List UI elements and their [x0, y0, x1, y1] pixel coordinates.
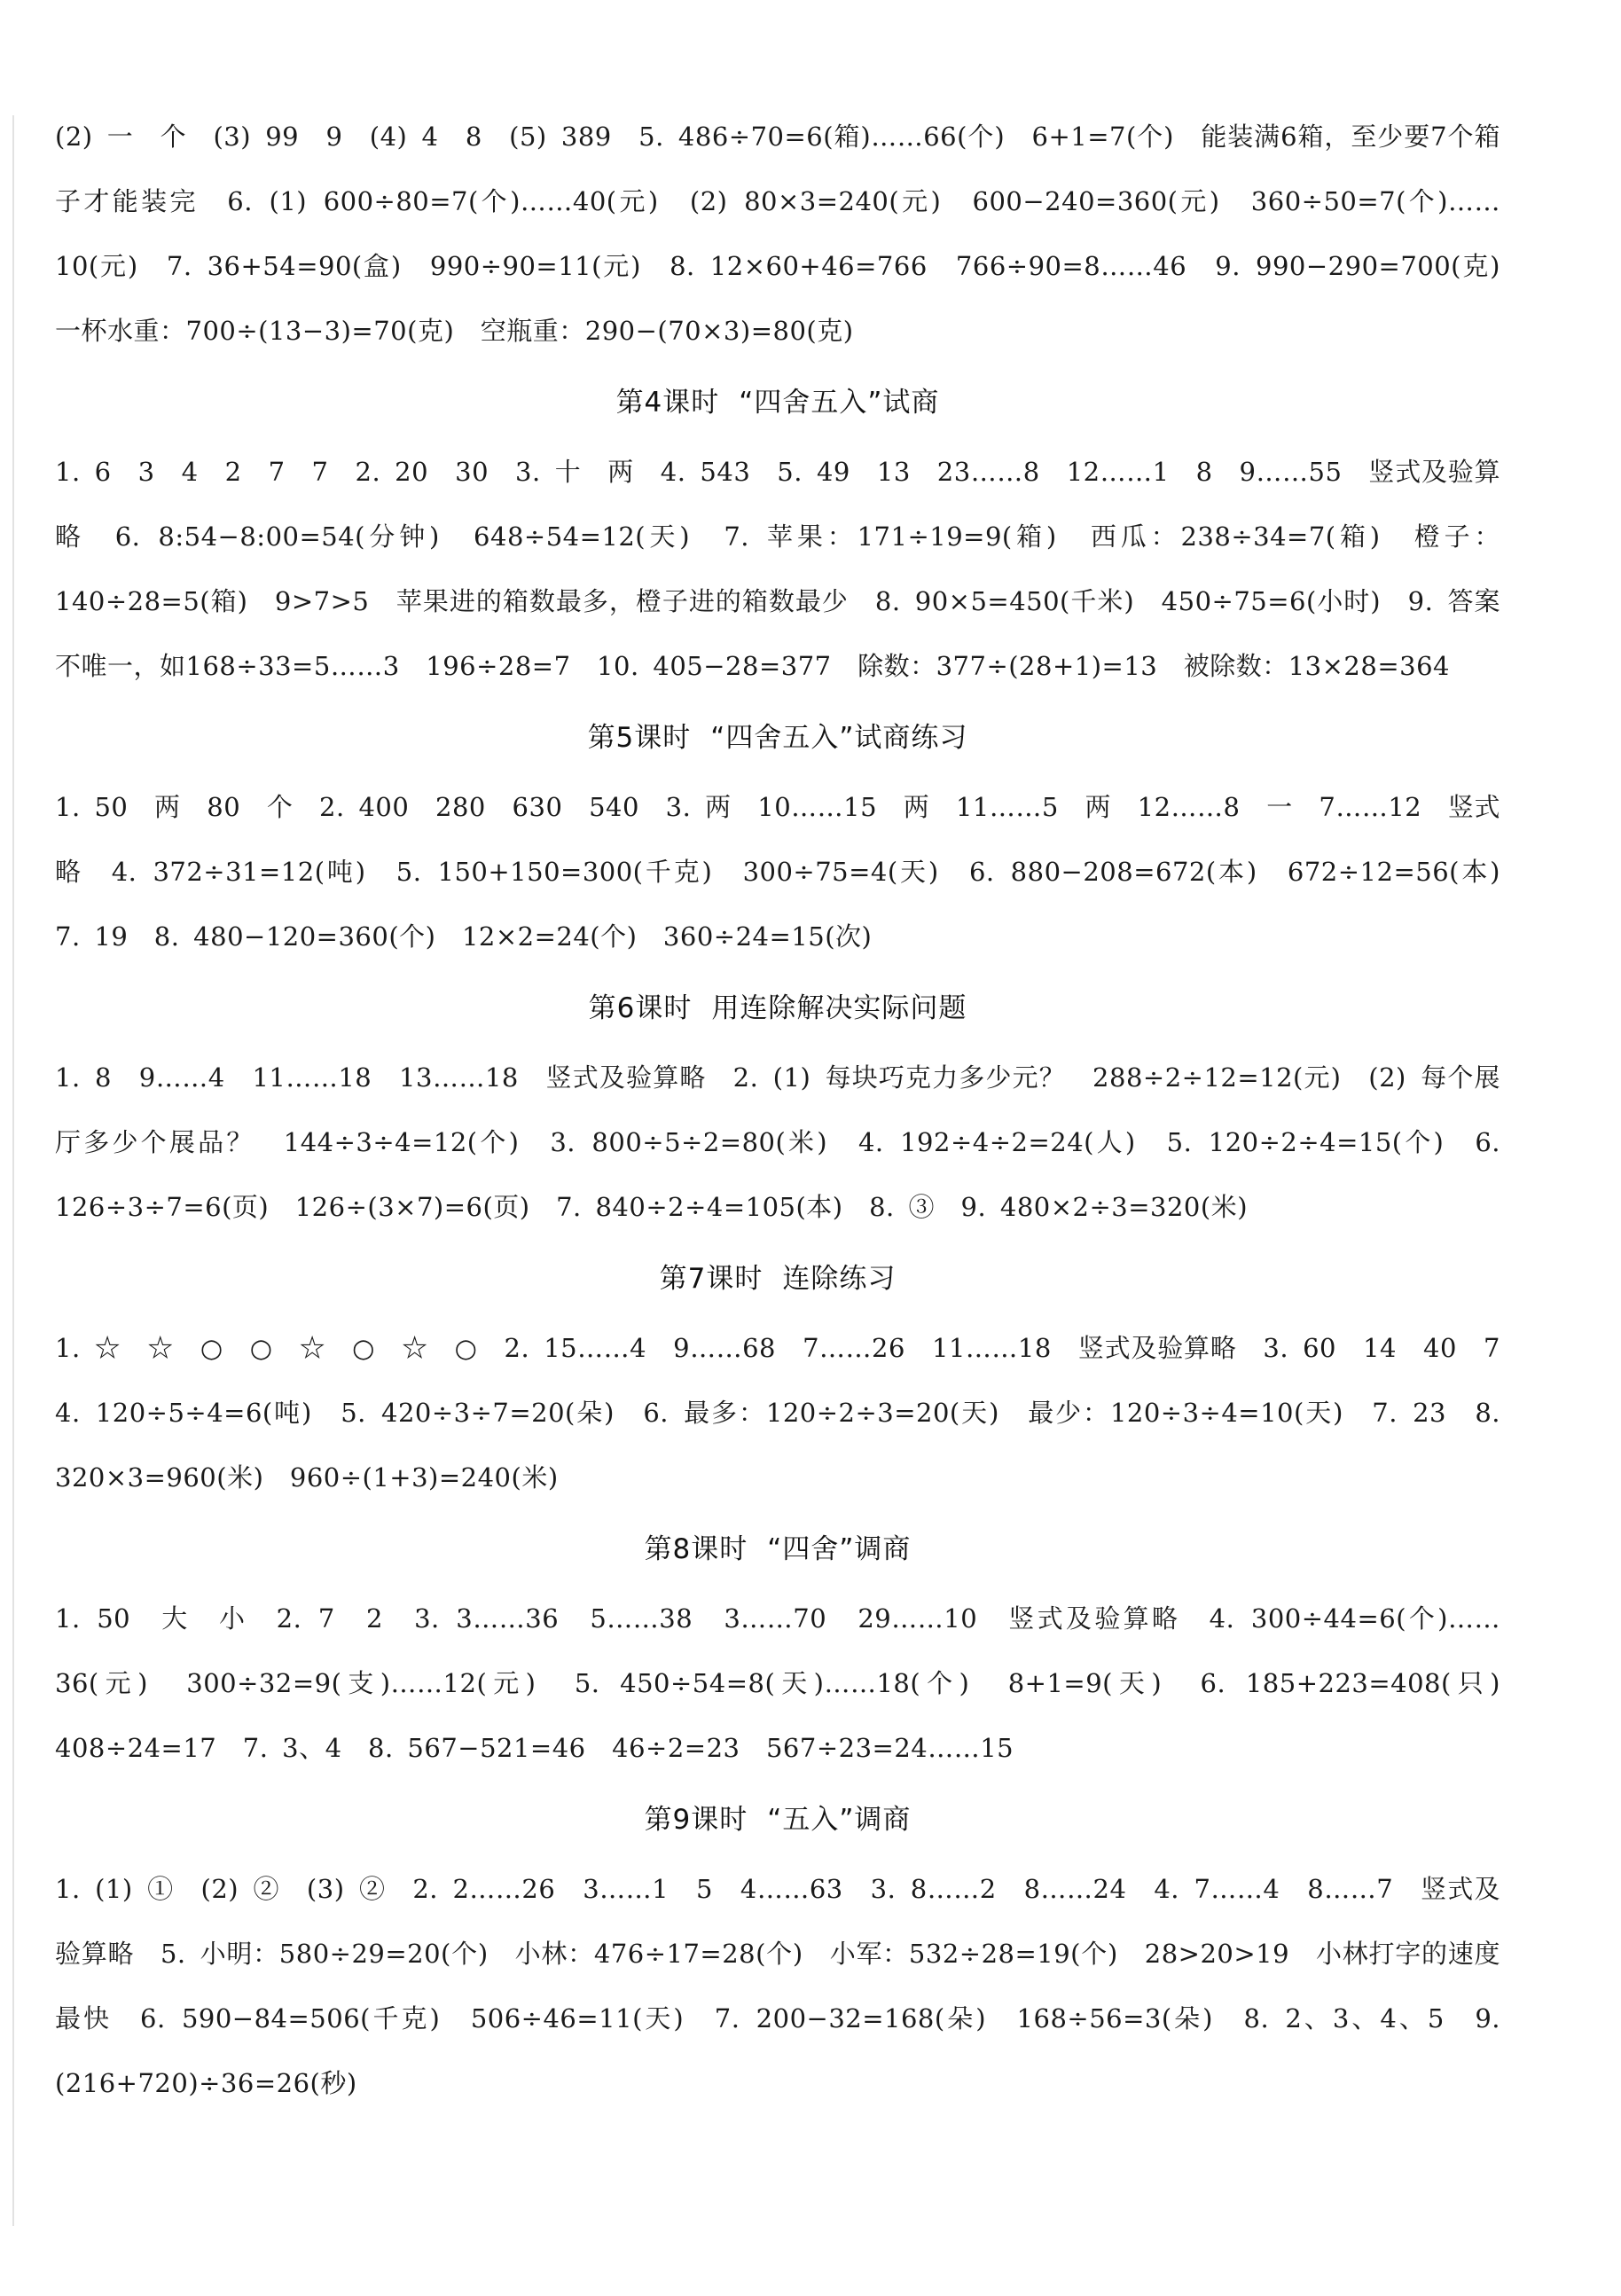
answer-paragraph-lesson-4: 1. 6 3 4 2 7 7 2. 20 30 3. 十 两 4. 543 5. 49 13 23……8 12……1 8 9……55 竖式及验算略 6. 8:54−8:00=54(分钟) 648÷54=12(天) 7. 苹果：171÷19=9(箱) 西瓜：238÷34=7(箱) 橙子：140÷28=5(箱) 9>7>5 苹果进的箱数最多，橙子进的箱数最少 8. 90×5=450(千米) 450÷75=6(小时) 9. 答案不唯一，如168÷33=5……3 196÷28=7 10. 405−28=377 除数：377÷(28+1)=13 被除数：13×28=364	[55, 457, 1500, 681]
answer-page	[55, 105, 1527, 2116]
lesson-8-number: 第8课时	[644, 1533, 748, 1565]
page-edge-mark	[12, 115, 14, 2226]
lesson-7-heading	[55, 1261, 1500, 1297]
lesson-5-heading	[55, 720, 1500, 756]
lesson-9-number: 第9课时	[644, 1804, 748, 1836]
answer-paragraph-lesson-7: 1. ☆ ☆ ○ ○ ☆ ○ ☆ ○ 2. 15……4 9……68 7……26 11……18 竖式及验算略 3. 60 14 40 7 4. 120÷5÷4=6(吨) 5. 420÷3÷7=20(朵) 6. 最多：120÷2÷3=20(天) 最少：120÷3÷4=10(天) 7. 23 8. 320×3=960(米) 960÷(1+3)=240(米)	[55, 1333, 1527, 1493]
answer-paragraph-lesson-9: 1. (1) ① (2) ② (3) ② 2. 2……26 3……1 5 4……63 3. 8……2 8……24 4. 7……4 8……7 竖式及验算略 5. 小明：580÷29=20(个) 小林：476÷17=28(个) 小军：532÷28=19(个) 28>20>19 小林打字的速度最快 6. 590−84=506(千克) 506÷46=11(天) 7. 200−32=168(朵) 168÷56=3(朵) 8. 2、3、4、5 9. (216+720)÷36=26(秒)	[55, 1874, 1500, 2098]
lesson-4-title: “四舍五入”试商	[739, 387, 940, 419]
lesson-9-heading	[55, 1802, 1500, 1838]
lesson-4-number: 第4课时	[615, 387, 720, 419]
lesson-6-title: 用连除解决实际问题	[711, 992, 967, 1024]
lesson-5-number: 第5课时	[587, 722, 692, 754]
lesson-8-heading	[55, 1532, 1500, 1567]
answer-paragraph-lesson-6: 1. 8 9……4 11……18 13……18 竖式及验算略 2. (1) 每块巧克力多少元？ 288÷2÷12=12(元) (2) 每个展厅多少个展品？ 144÷3÷4=12(个) 3. 800÷5÷2=80(米) 4. 192÷4÷2=24(人) 5. 120÷2÷4=15(个) 6. 126÷3÷7=6(页) 126÷(3×7)=6(页) 7. 840÷2÷4=105(本) 8. ③ 9. 480×2÷3=320(米)	[55, 1062, 1500, 1222]
lesson-6-heading	[55, 991, 1500, 1026]
answer-paragraph-lesson-8: 1. 50 大 小 2. 7 2 3. 3……36 5……38 3……70 29……10 竖式及验算略 4. 300÷44=6(个)……36(元) 300÷32=9(支)……12(元) 5. 450÷54=8(天)……18(个) 8+1=9(天) 6. 185+223=408(只) 408÷24=17 7. 3、4 8. 567−521=46 46÷2=23 567÷23=24……15	[55, 1603, 1527, 1763]
lesson-8-title: “四舍”调商	[767, 1533, 912, 1565]
lesson-7-number: 第7课时	[659, 1263, 764, 1295]
answer-paragraph-lesson-5: 1. 50 两 80 个 2. 400 280 630 540 3. 两 10……15 两 11……5 两 12……8 一 7……12 竖式略 4. 372÷31=12(吨) 5. 150+150=300(千克) 300÷75=4(天) 6. 880−208=672(本) 672÷12=56(本) 7. 19 8. 480−120=360(个) 12×2=24(个) 360÷24=15(次)	[55, 792, 1527, 952]
lesson-7-title: 连除练习	[782, 1263, 897, 1295]
lesson-5-title: “四舍五入”试商练习	[710, 722, 968, 754]
lesson-4-heading	[55, 385, 1500, 420]
lesson-6-number: 第6课时	[588, 992, 693, 1024]
lesson-9-title: “五入”调商	[767, 1804, 912, 1836]
answer-paragraph-lesson-3-continued: (2) 一 个 (3) 99 9 (4) 4 8 (5) 389 5. 486÷70=6(箱)……66(个) 6+1=7(个) 能装满6箱，至少要7个箱子才能装完 6. (1) 600÷80=7(个)……40(元) (2) 80×3=240(元) 600−240=360(元) 360÷50=7(个)……10(元) 7. 36+54=90(盒) 990÷90=11(元) 8. 12×60+46=766 766÷90=8……46 9. 990−290=700(克) 一杯水重：700÷(13−3)=70(克) 空瓶重：290−(70×3)=80(克)	[55, 121, 1527, 346]
